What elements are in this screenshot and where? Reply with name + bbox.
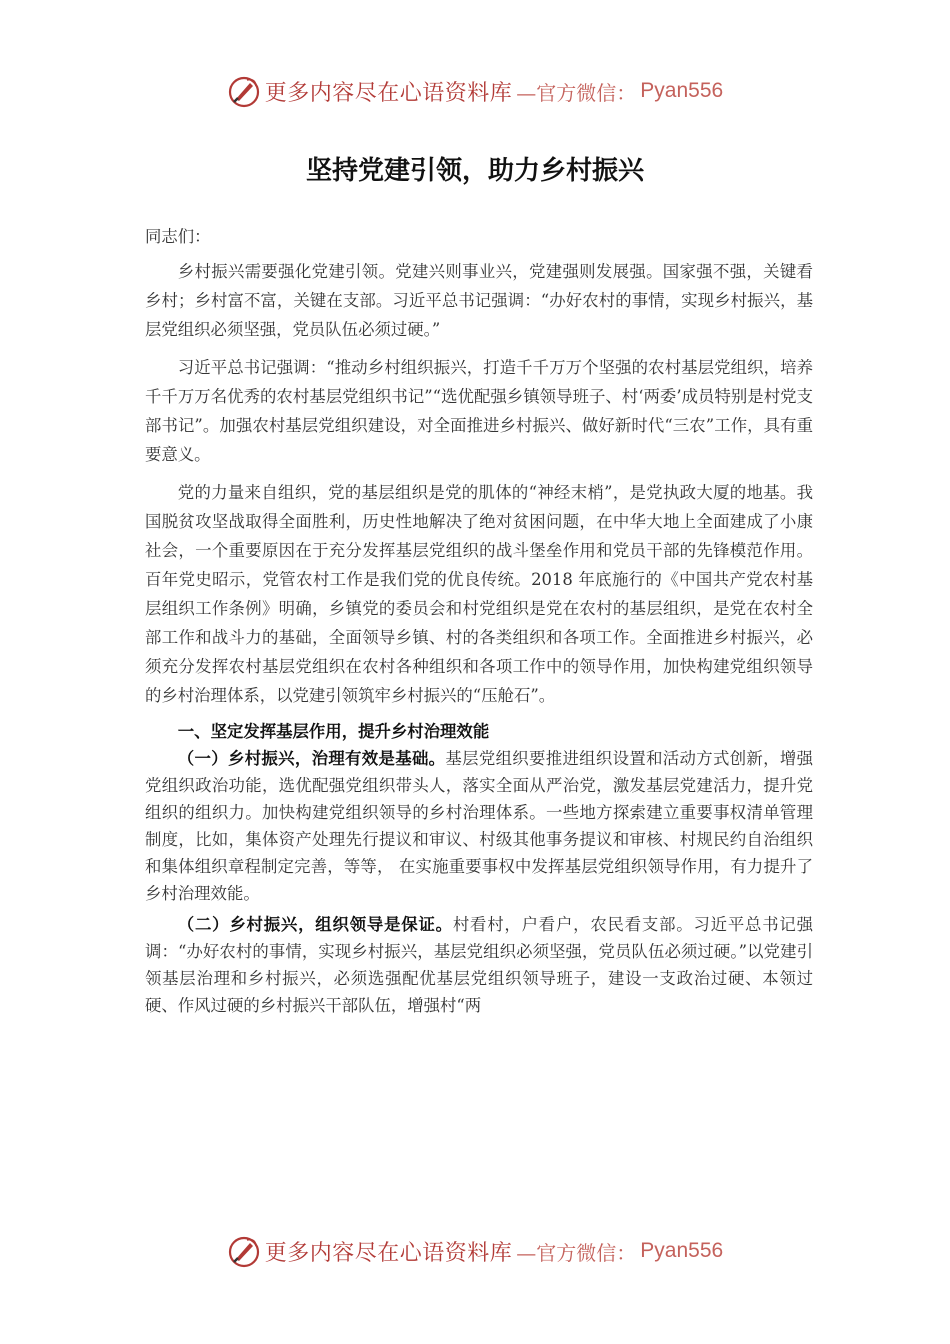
brand-wechat-id: Pyan556 (640, 79, 724, 102)
feather-pen-logo-icon (227, 74, 261, 108)
paragraph-3: 党的力量来自组织，党的基层组织是党的肌体的“神经末梢”，是党执政大厦的地基。我国脱贫攻坚战取得全面胜利，历史性地解决了绝对贫困问题，在中华大地上全面建成了小康社会，一个重要原因在于充分发挥基层党组织的战斗堡垒作用和党员干部的先锋模范作用。百年党史昭示，党管农村工作是我们党的优良传统。2018 年底施行的《中国共产党农村基层组织工作条例》明确，乡镇党的委员会和村党组织是党在农村的基层组织，是党在农村全部工作和战斗力的基础，全面领导乡镇、村的各类组织和各项工作。全面推进乡村振兴，必须充分发挥农村基层党组织在农村各种组织和各项工作中的领导作用，加快构建党组织领导的乡村治理体系，以党建引领筑牢乡村振兴的“压舱石”。 (145, 483, 813, 705)
subsection-1 (145, 745, 813, 907)
paragraph-2: 习近平总书记强调：“推动乡村组织振兴，打造千千万万个坚强的农村基层党组织，培养千千万万名优秀的农村基层党组织书记”“选优配强乡镇领导班子、村‘两委’成员特别是村党支部书记”。加强农村基层党组织建设，对全面推进乡村振兴、做好新时代“三农”工作，具有重要意义。 (145, 358, 813, 464)
subsection-2-text: 村看村，户看户，农民看支部。习近平总书记强调：“办好农村的事情，实现乡村振兴，基层党组织必须坚强，党员队伍必须过硬。”以党建引领基层治理和乡村振兴，必须选强配优基层党组织领导班子，建设一支政治过硬、本领过硬、作风过硬的乡村振兴干部队伍，增强村“两 (145, 915, 814, 1015)
brand-banner-top (0, 74, 950, 114)
brand-sub-text: —官方微信： (516, 1240, 637, 1265)
greeting: 同志们： (145, 227, 211, 246)
subsection-2-lead: （二）乡村振兴，组织领导是保证。 (177, 915, 453, 934)
document-title: 坚持党建引领，助力乡村振兴 (305, 156, 644, 186)
feather-pen-logo-icon (227, 1234, 261, 1268)
brand-banner-bottom (0, 1234, 950, 1274)
document-body (145, 222, 813, 1023)
brand-main-text: 更多内容尽在心语资料库 (264, 1240, 513, 1266)
subsection-1-lead: （一）乡村振兴，治理有效是基础。 (177, 749, 446, 768)
brand-sub-text: —官方微信： (516, 80, 637, 105)
section-heading-1: 一、坚定发挥基层作用，提升乡村治理效能 (177, 722, 490, 741)
subsection-1-text: 基层党组织要推进组织设置和活动方式创新，增强党组织政治功能，选优配强党组织带头人，落实全面从严治党，激发基层党建活力，提升党组织的组织力。加快构建党组织领导的乡村治理体系。一些地方探索建立重要事权清单管理制度，比如，集体资产处理先行提议和审议、村级其他事务提议和审核、村规民约自治组织和集体组织章程制定完善，等等， 在实施重要事权中发挥基层党组织领导作用，有力提升了乡村治理效能。 (145, 749, 813, 903)
paragraph-1: 乡村振兴需要强化党建引领。党建兴则事业兴，党建强则发展强。国家强不强，关键看乡村；乡村富不富，关键在支部。习近平总书记强调：“办好农村的事情，实现乡村振兴，基层党组织必须坚强，党员队伍必须过硬。” (145, 262, 813, 339)
subsection-2 (145, 911, 813, 1019)
brand-wechat-id: Pyan556 (640, 1239, 724, 1262)
brand-main-text: 更多内容尽在心语资料库 (264, 80, 513, 106)
